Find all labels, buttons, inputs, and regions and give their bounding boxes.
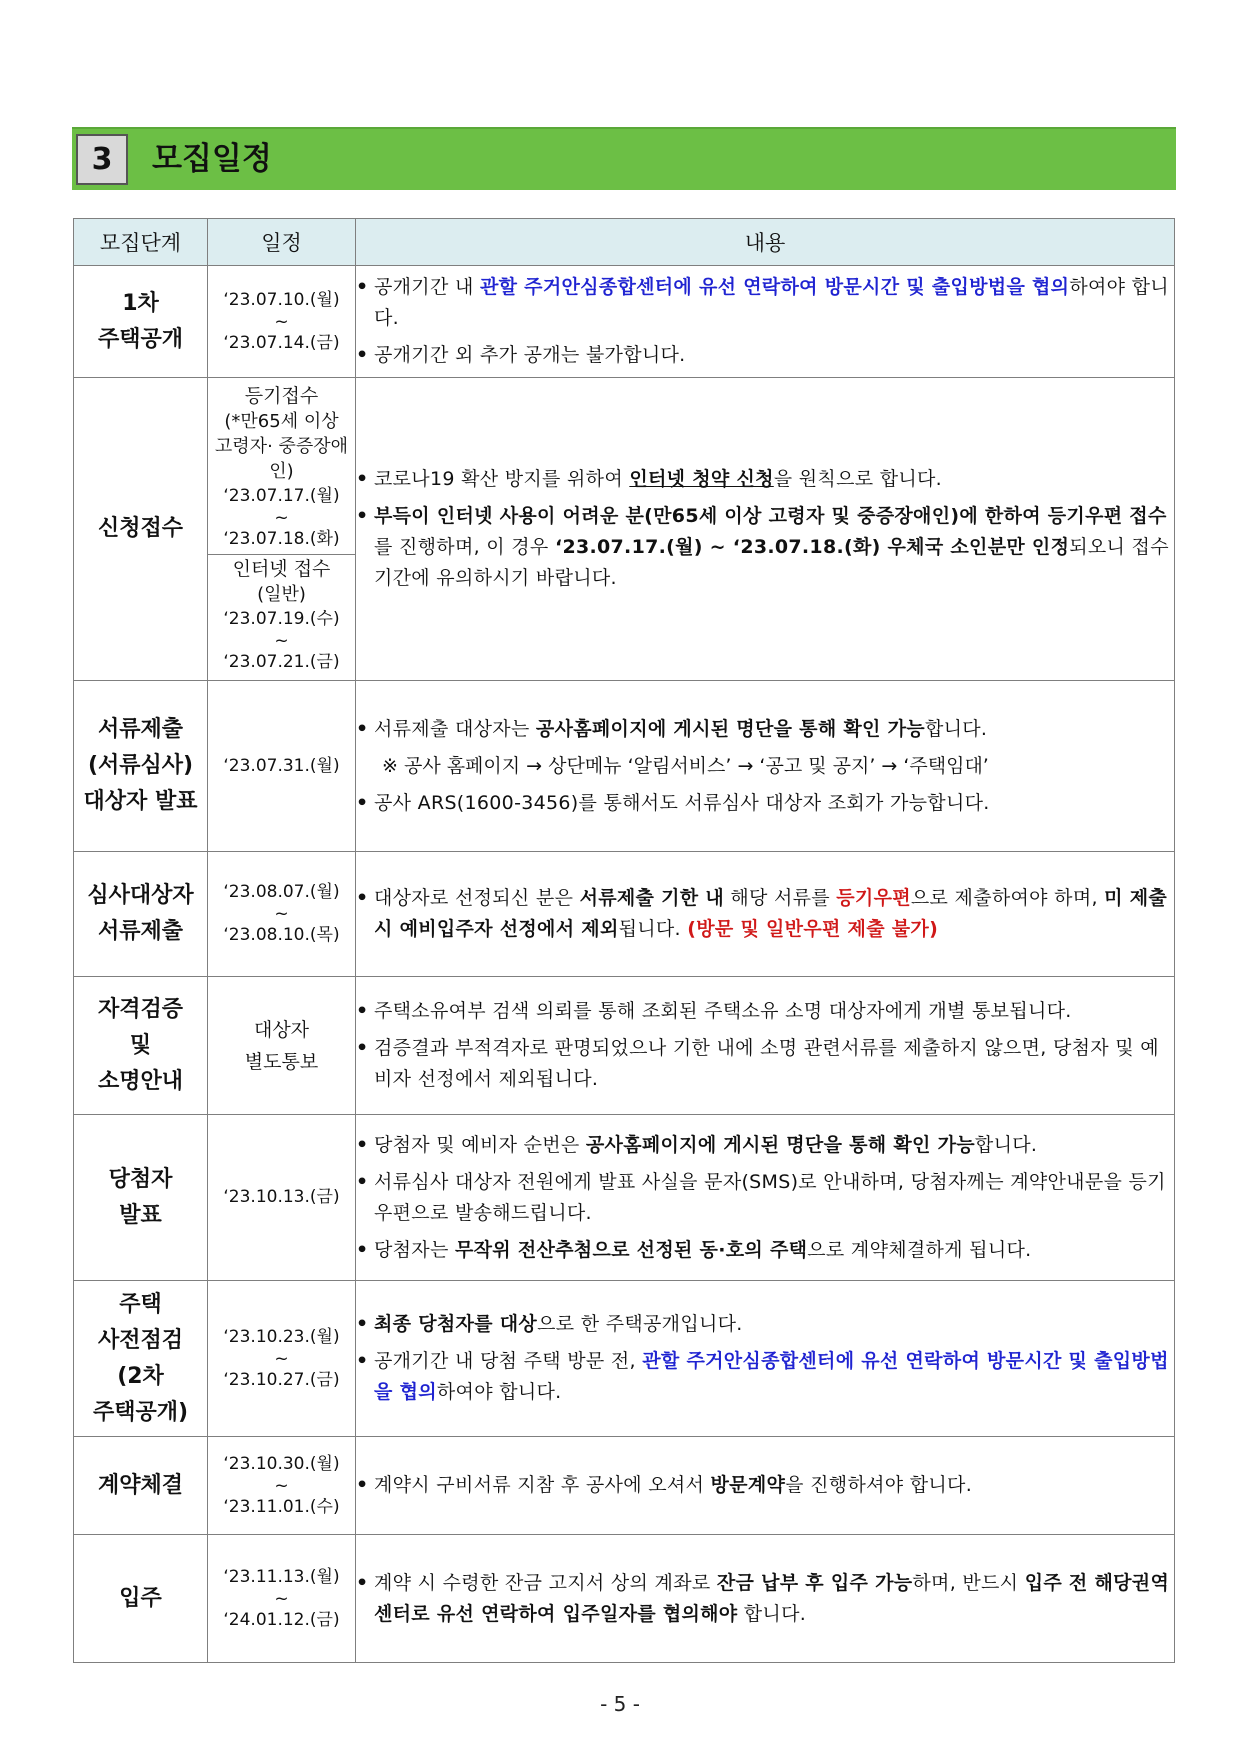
date-sep: ~ <box>274 311 289 332</box>
stage-cell <box>74 852 208 977</box>
date-line: 별도통보 <box>244 1050 319 1073</box>
stage-line: 서류제출 <box>97 717 183 742</box>
mail-note: (*만65세 이상 고령자· 중증장애인) <box>214 410 349 482</box>
stage-line: 입주 <box>119 1585 162 1611</box>
table-header-row <box>74 219 1175 266</box>
content-bullet: • 주택소유여부 검색 의뢰를 통해 조회된 주택소유 소명 대상자에게 개별 통보됩니다. <box>356 996 1174 1027</box>
section-header <box>72 127 1176 190</box>
date-end: ‘23.07.14.(금) <box>223 332 340 353</box>
content-bullet: • 서류제출 대상자는 공사홈페이지에 게시된 명단을 통해 확인 가능합니다. <box>356 714 1174 745</box>
schedule-table <box>73 218 1175 1663</box>
date-end: ‘24.01.12.(금) <box>223 1609 340 1630</box>
date-single: ‘23.10.13.(금) <box>223 1187 340 1207</box>
mail-start: ‘23.07.17.(월) <box>223 485 340 506</box>
table-row <box>74 378 1175 681</box>
date-start: ‘23.11.13.(월) <box>223 1566 340 1587</box>
date-start: ‘23.10.23.(월) <box>223 1326 340 1347</box>
content-cell <box>356 378 1175 681</box>
header-stage: 모집단계 <box>74 219 208 266</box>
stage-line: 당첨자 <box>108 1166 173 1192</box>
content-bullet: • 당첨자 및 예비자 순번은 공사홈페이지에 게시된 명단을 통해 확인 가능합니다. <box>356 1130 1174 1161</box>
stage-line: (서류심사) <box>87 753 194 778</box>
table-row <box>74 1115 1175 1281</box>
web-sep: ~ <box>274 630 289 651</box>
content-bullet: • 코로나19 확산 방지를 위하여 인터넷 청약 신청을 원칙으로 합니다. <box>356 464 1174 495</box>
stage-line: 1차 <box>122 290 159 316</box>
web-date-block <box>208 555 355 677</box>
content-bullet: • 검증결과 부적격자로 판명되었으나 기한 내에 소명 관련서류를 제출하지 않으면, 당첨자 및 예비자 선정에서 제외됩니다. <box>356 1033 1174 1095</box>
date-end: ‘23.10.27.(금) <box>223 1369 340 1390</box>
stage-line: 대상자 발표 <box>83 789 198 814</box>
content-cell <box>356 266 1175 378</box>
header-content: 내용 <box>356 219 1175 266</box>
content-bullet: • 공사 ARS(1600-3456)를 통해서도 서류심사 대상자 조회가 가능합니다. <box>356 788 1174 819</box>
date-cell <box>208 378 356 681</box>
content-cell <box>356 681 1175 852</box>
date-end: ‘23.08.10.(목) <box>223 925 340 945</box>
mail-sep: ~ <box>274 507 289 528</box>
stage-cell <box>74 1535 208 1663</box>
date-cell <box>208 1281 356 1437</box>
stage-cell <box>74 1281 208 1437</box>
date-cell <box>208 1535 356 1663</box>
date-cell <box>208 1437 356 1535</box>
date-line: 대상자 <box>253 1018 310 1041</box>
date-start: ‘23.10.30.(월) <box>223 1453 340 1474</box>
date-sep: ~ <box>274 1348 289 1369</box>
table-row <box>74 266 1175 378</box>
stage-cell <box>74 681 208 852</box>
content-cell <box>356 1437 1175 1535</box>
date-cell <box>208 681 356 852</box>
mail-date-block <box>208 382 355 555</box>
header-date: 일정 <box>208 219 356 266</box>
content-bullet: • 대상자로 선정되신 분은 서류제출 기한 내 해당 서류를 등기우편으로 제출하여야 하며, 미 제출 시 예비입주자 선정에서 제외됩니다. (방문 및 일반우편 제출 불가) <box>356 883 1174 945</box>
date-start: ‘23.08.07.(월) <box>223 882 340 902</box>
page-number: - 5 - <box>600 1692 640 1716</box>
stage-cell <box>74 977 208 1115</box>
table-row <box>74 977 1175 1115</box>
date-sep: ~ <box>274 1588 289 1609</box>
table-row <box>74 1281 1175 1437</box>
section-title: 모집일정 <box>152 141 272 177</box>
content-cell <box>356 1115 1175 1281</box>
mail-title: 등기접수 <box>244 384 319 407</box>
stage-line: 심사대상자 <box>87 883 194 908</box>
stage-line: 자격검증 <box>97 996 183 1022</box>
section-number: 3 <box>76 134 128 185</box>
content-bullet: • 계약 시 수령한 잔금 고지서 상의 계좌로 잔금 납부 후 입주 가능하며, 반드시 입주 전 해당권역 센터로 유선 연락하여 입주일자를 협의해야 합니다. <box>356 1568 1174 1630</box>
stage-line: 서류제출 <box>97 919 183 944</box>
content-bullet: • 최종 당첨자를 대상으로 한 주택공개입니다. <box>356 1309 1174 1340</box>
stage-line: 계약체결 <box>97 1472 183 1498</box>
stage-line: 신청접수 <box>97 516 183 541</box>
mail-end: ‘23.07.18.(화) <box>223 528 340 549</box>
content-bullet: • 부득이 인터넷 사용이 어려운 분(만65세 이상 고령자 및 중증장애인)에 한하여 등기우편 접수를 진행하며, 이 경우 ‘23.07.17.(월) ~ ‘23.07.18.(화) 우체국 소인분만 인정되오니 접수기간에 유의하시기 바랍니다. <box>356 501 1174 594</box>
web-start: ‘23.07.19.(수) <box>223 608 340 629</box>
stage-cell <box>74 1437 208 1535</box>
stage-line: 소명안내 <box>97 1068 183 1094</box>
stage-line: 주택 <box>119 1291 162 1317</box>
date-cell <box>208 266 356 378</box>
stage-cell <box>74 266 208 378</box>
table-row <box>74 1437 1175 1535</box>
content-cell <box>356 852 1175 977</box>
table-row <box>74 1535 1175 1663</box>
content-cell <box>356 1535 1175 1663</box>
stage-line: 주택공개) <box>92 1399 189 1425</box>
table-row <box>74 681 1175 852</box>
content-bullet: • 공개기간 외 추가 공개는 불가합니다. <box>356 340 1174 371</box>
web-title: 인터넷 접수 <box>232 557 331 580</box>
content-cell <box>356 977 1175 1115</box>
date-cell <box>208 977 356 1115</box>
content-bullet: • 서류심사 대상자 전원에게 발표 사실을 문자(SMS)로 안내하며, 당첨자께는 계약안내문을 등기우편으로 발송해드립니다. <box>356 1167 1174 1229</box>
stage-line: (2차 <box>117 1363 164 1389</box>
web-end: ‘23.07.21.(금) <box>223 651 340 672</box>
content-bullet: • 당첨자는 무작위 전산추첨으로 선정된 동·호의 주택으로 계약체결하게 됩니다. <box>356 1235 1174 1266</box>
stage-cell <box>74 1115 208 1281</box>
stage-line: 주택공개 <box>97 326 183 352</box>
stage-line: 발표 <box>119 1202 162 1228</box>
date-end: ‘23.11.01.(수) <box>223 1496 340 1517</box>
content-note: ※ 공사 홈페이지 → 상단메뉴 ‘알림서비스’ → ‘공고 및 공지’ → ‘주택임대’ <box>382 754 989 777</box>
table-row <box>74 852 1175 977</box>
stage-cell <box>74 378 208 681</box>
date-cell <box>208 1115 356 1281</box>
date-cell <box>208 852 356 977</box>
content-bullet: • 공개기간 내 관할 주거안심종합센터에 유선 연락하여 방문시간 및 출입방법을 협의하여야 합니다. <box>356 272 1174 334</box>
content-cell <box>356 1281 1175 1437</box>
stage-line: 및 <box>129 1032 152 1058</box>
content-bullet: • 공개기간 내 당첨 주택 방문 전, 관할 주거안심종합센터에 유선 연락하여 방문시간 및 출입방법을 협의하여야 합니다. <box>356 1346 1174 1408</box>
stage-line: 사전점검 <box>97 1327 183 1353</box>
date-single: ‘23.07.31.(월) <box>223 755 340 776</box>
date-start: ‘23.07.10.(월) <box>223 289 340 310</box>
date-sep: ~ <box>274 904 289 924</box>
web-note: (일반) <box>257 583 306 605</box>
date-sep: ~ <box>274 1475 289 1496</box>
content-bullet: • 계약시 구비서류 지참 후 공사에 오셔서 방문계약을 진행하셔야 합니다. <box>356 1470 1174 1501</box>
